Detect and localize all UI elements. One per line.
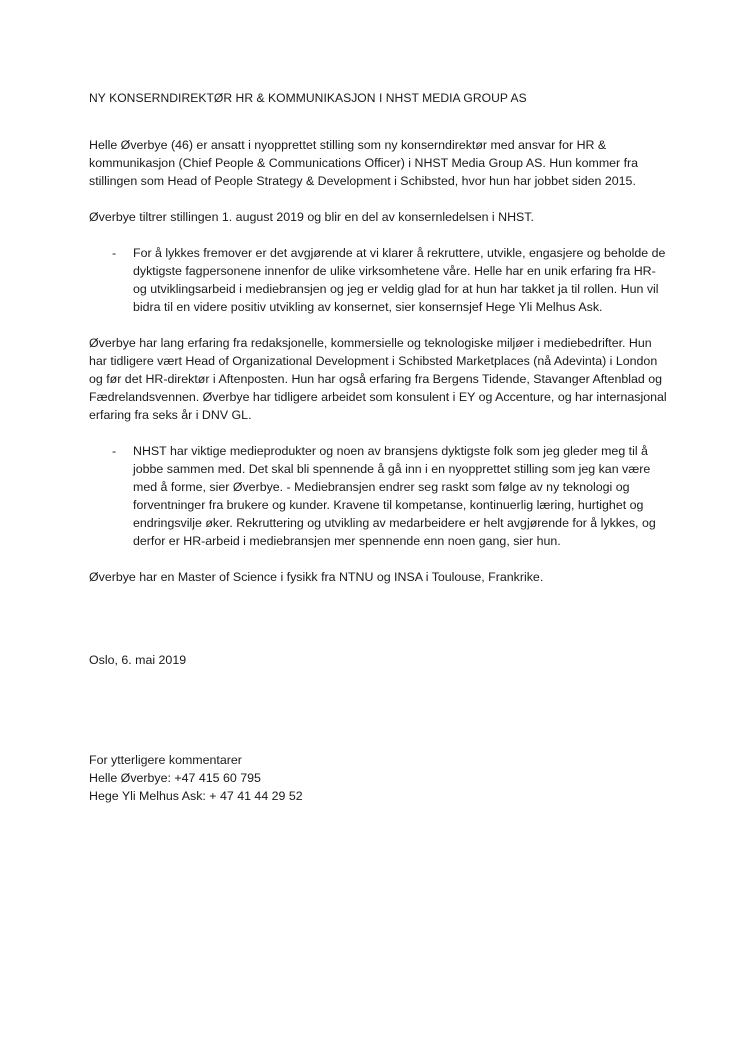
quote-text: NHST har viktige medieprodukter og noen av bransjens dyktigste folk som jeg gleder meg til å jobbe sammen med. Det skal bli spennende å gå inn i en nyopprettet stilling som jeg kan være med å forme, sier Øverbye. - Mediebransjen endrer seg raskt som følge av ny teknologi og forventninger fra brukere og kunder. Kravene til kompetanse, kontinuerlig læring, hurtighet og endringsvilje øker. Rekruttering og utvikling av medarbeidere er helt avgjørende for å lykkes, og derfor er HR-arbeid i mediebransjen mer spennende enn noen gang, sier hun. [133, 444, 656, 548]
spacer [89, 604, 669, 651]
quote-overbye [89, 442, 669, 550]
quote-dash: - [112, 444, 117, 458]
contact-block [89, 751, 669, 805]
quote-text: For å lykkes fremover er det avgjørende at vi klarer å rekruttere, utvikle, engasjere og beholde de dyktigste fagpersonene innenfor de ulike virksomhetene våre. Helle har en unik erfaring fra HR- og utviklingsarbeid i mediebransjen og jeg er veldig glad for at hun har takket ja til rollen. Hun vil bidra til en videre positiv utvikling av konsernet, sier konsernsjef Hege Yli Melhus Ask. [133, 246, 666, 314]
education-paragraph: Øverbye har en Master of Science i fysikk fra NTNU og INSA i Toulouse, Frankrike. [89, 570, 544, 584]
experience-paragraph: Øverbye har lang erfaring fra redaksjonelle, kommersielle og teknologiske miljøer i mediebedrifter. Hun har tidligere vært Head of Organizational Development i Schibsted Marketplaces (nå Adevinta) i London og før det HR-direktør i Aftenposten. Hun har også erfaring fra Bergens Tidende, Stavanger Aftenblad og Fædrelandsvennen. Øverbye har tidligere arbeidet som konsulent i EY og Accenture, og har internasjonal erfaring fra seks år i DNV GL. [89, 336, 667, 422]
press-release-page [89, 89, 669, 805]
dateline: Oslo, 6. mai 2019 [89, 653, 187, 667]
contact-heading: For ytterligere kommentarer [89, 753, 242, 767]
contact-line: Helle Øverbye: +47 415 60 795 [89, 771, 261, 785]
page-title: NY KONSERNDIREKTØR HR & KOMMUNIKASJON I NHST MEDIA GROUP AS [89, 91, 527, 105]
quote-dash: - [112, 246, 117, 260]
quote-ceo [89, 244, 669, 316]
intro-paragraph: Helle Øverbye (46) er ansatt i nyopprettet stilling som ny konserndirektør med ansvar for HR & kommunikasjon (Chief People & Communications Officer) i NHST Media Group AS. Hun kommer fra stillingen som Head of People Strategy & Development i Schibsted, hvor hun har jobbet siden 2015. [89, 138, 639, 188]
spacer [89, 687, 669, 751]
start-date-paragraph: Øverbye tiltrer stillingen 1. august 2019 og blir en del av konsernledelsen i NHST. [89, 210, 534, 224]
contact-line: Hege Yli Melhus Ask: + 47 41 44 29 52 [89, 789, 303, 803]
